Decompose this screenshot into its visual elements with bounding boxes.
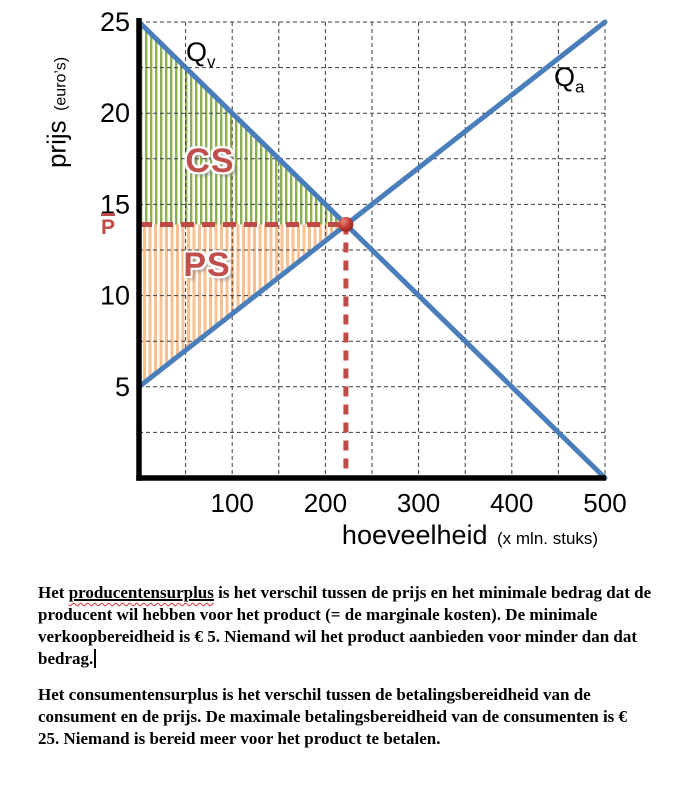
supply-curve-label-main: Q xyxy=(554,62,576,92)
x-axis-title-unit: (x mln. stuks) xyxy=(497,529,599,548)
text-cursor xyxy=(94,649,96,668)
supply-curve-label-sub: a xyxy=(575,77,585,97)
price-level-label: $\overline{P}$ xyxy=(101,216,116,239)
supply-curve-label xyxy=(554,62,584,97)
y-tick-label: 10 xyxy=(99,280,130,311)
y-tick-label: 5 xyxy=(114,371,130,402)
document-text-area[interactable] xyxy=(38,582,652,764)
y-axis-title-unit: (euro’s) xyxy=(52,56,70,111)
x-axis-title xyxy=(230,520,686,551)
y-tick-label: 25 xyxy=(99,7,130,37)
y-axis-title xyxy=(42,13,73,213)
y-axis-title-main: prijs xyxy=(41,120,72,169)
demand-curve-label-sub: v xyxy=(207,52,216,72)
paragraph-producentensurplus xyxy=(38,582,652,670)
demand-curve-label xyxy=(186,37,216,72)
x-tick-label: 300 xyxy=(396,488,441,518)
paragraph1-underlined-word: producentensurplus xyxy=(68,583,214,602)
paragraph1-rest: is het verschil tussen de prijs en het minimale bedrag dat de producent wil hebben voor het product (= de marginale kosten). De minimale verkoopbereidheid is € 5. Niemand wil het product aanbieden voor minder dan dat bedrag. xyxy=(38,583,652,668)
consumer-surplus-label: CS xyxy=(185,142,235,180)
x-tick-label: 400 xyxy=(490,488,534,518)
equilibrium-point xyxy=(338,217,353,232)
producer-surplus-label: PS xyxy=(183,246,231,284)
y-tick-label: 15 xyxy=(99,189,130,220)
x-axis-title-main: hoeveelheid xyxy=(341,520,488,550)
x-tick-label: 200 xyxy=(303,488,348,518)
paragraph-consumentensurplus: Het consumentensurplus is het verschil tussen de betalingsbereidheid van de consument en de prijs. De maximale betalingsbereidheid van de consumenten is € 25. Niemand is bereid meer voor het product te betalen. xyxy=(38,685,628,748)
paragraph1-prefix: Het xyxy=(38,583,69,602)
demand-curve-label-main: Q xyxy=(186,37,208,67)
y-tick-label: 20 xyxy=(99,98,130,129)
x-tick-label: 500 xyxy=(583,488,627,518)
x-tick-label: 100 xyxy=(210,488,254,518)
